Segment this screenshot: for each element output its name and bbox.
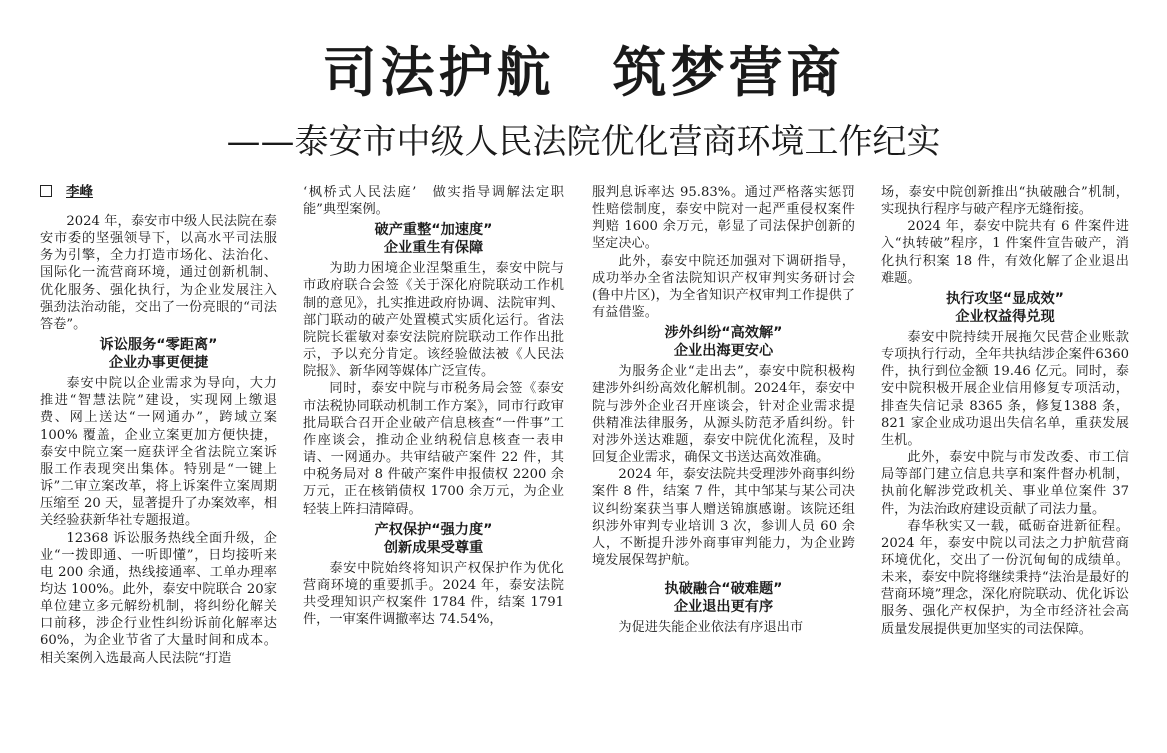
section-heading-line: 执行攻坚“显成效” bbox=[946, 290, 1064, 307]
headline: 司法护航 筑梦营商 bbox=[322, 40, 845, 104]
paragraph: 为促进失能企业依法有序退出市 bbox=[618, 620, 804, 636]
byline bbox=[40, 184, 277, 201]
paragraph: 泰安中院始终将知识产权保护作为优化营商环境的重要抓手。2024 年，泰安法院共受理知识产权案件 1784 件，结案 1791 件，一审案件调撤率达 74.54%， bbox=[303, 560, 564, 628]
paragraph: 服判息诉率达 95.83%。通过严格落实惩罚性赔偿制度，泰安中院对一起严重侵权案件判赔 1600 余万元，彰显了司法保护创新的坚定决心。 bbox=[592, 185, 855, 252]
section-heading bbox=[303, 221, 564, 257]
subheadline: ——泰安市中级人民法院优化营商环境工作纪实 bbox=[226, 122, 941, 162]
paragraph: 场，泰安中院创新推出“执破融合”机制，实现执行程序与破产程序无缝衔接。 bbox=[881, 185, 1129, 218]
section-heading-line: 破产重整“加速度” bbox=[374, 222, 493, 239]
article-column-3 bbox=[592, 184, 855, 746]
section-heading-line: 诉讼服务“零距离” bbox=[99, 337, 218, 354]
paragraph: 2024 年，泰安市中级人民法院在泰安市委的坚强领导下，以高水平司法服务为引擎，全力打造市场化、法治化、国际化一流营商环境，通过创新机制、优化服务、强化执行，为企业发展注入强劲法治动能，交出了一份亮眼的“司法答卷”。 bbox=[40, 214, 277, 332]
article-column-2 bbox=[303, 184, 564, 746]
paragraph: 此外，泰安中院还加强对下调研指导，成功举办全省法院知识产权审判实务研讨会(鲁中片区)，为全省知识产权审判工作提供了有益借鉴。 bbox=[592, 253, 855, 321]
author-name: 李峰 bbox=[66, 184, 93, 200]
section-heading-line: 产权保护“强力度” bbox=[374, 521, 493, 538]
section-heading bbox=[881, 290, 1129, 326]
paragraph: 2024 年，泰安法院共受理涉外商事纠纷案件 8 件，结案 7 件，其中邹某与某公司决议纠纷案获当事人赠送锦旗感谢。该院还组织涉外审判专业培训 3 次，参训人员 60 余人，不断提升涉外商事审判能力，为企业跨境发展保驾护航。 bbox=[592, 467, 855, 568]
paragraph: 为助力困境企业涅槃重生，泰安中院与市政府联合会签《关于深化府院联动工作机制的意见》，扎实推进政府协调、法院审判、部门联动的破产处置模式实质化运行。省法院院长霍敏对泰安法院府院联动工作作出批示，予以充分肯定。该经验做法被《人民法院报》、新华网等媒体广泛宣传。 bbox=[303, 261, 564, 380]
section-heading-line: 企业重生有保障 bbox=[383, 240, 484, 257]
paragraph: 泰安中院持续开展拖欠民营企业账款专项执行行动，全年共执结涉企案件6360 件，执行到位金额 19.46 亿元。同时，泰安中院积极开展企业信用修复专项活动，排查失信记录 8365 条，修复1388 条， 821 家企业成功退出失信名单，重获发展生机。 bbox=[881, 329, 1129, 448]
section-heading-line: 企业退出更有序 bbox=[673, 599, 774, 616]
section-heading bbox=[592, 324, 855, 360]
paragraph: 同时，泰安中院与市税务局会签《泰安市法税协同联动机制工作方案》，同市行政审批局联合召开企业破产信息核查“一件事”工作座谈会，推动企业纳税信息核查一表申请、一网通办。共审结破产案件 22 件，其中税务局对 8 件破产案件申报债权 2200 余万元，正在核销债权 1700 余万元，为企业轻装上阵扫清障碍。 bbox=[303, 381, 564, 517]
paragraph: 2024 年，泰安中院共有 6 件案件进入“执转破”程序，1 件案件宣告破产，消化执行积案 18 件，有效化解了企业退出难题。 bbox=[881, 219, 1129, 286]
paragraph: ‘枫桥式人民法庭’ 做实指导调解法定职能”典型案例。 bbox=[303, 185, 564, 218]
paragraph: 此外，泰安中院与市发改委、市工信局等部门建立信息共享和案件督办机制，执前化解涉党政机关、事业单位案件 37件，为法治政府建设贡献了司法力量。 bbox=[881, 450, 1129, 517]
byline-box-icon bbox=[40, 185, 52, 197]
section-heading-line: 创新成果受尊重 bbox=[383, 539, 484, 556]
paragraph: 12368 诉讼服务热线全面升级，企业“一拨即通、一听即懂”，日均接听来电 200 余通，热线接通率、工单办理率均达 100%。此外，泰安中院联合 20家单位建立多元解纷机制，将纠纷化解关口前移，涉企行业性纠纷诉前化解率达 60%，为企业节省了大量时间和成本。相关案例入选最高人民法院“打造 bbox=[40, 530, 277, 666]
section-heading bbox=[40, 336, 277, 372]
article-column-1 bbox=[40, 184, 277, 746]
article-column-4 bbox=[881, 184, 1129, 746]
section-heading-line: 涉外纠纷“高效解” bbox=[664, 325, 783, 342]
section-heading-line: 企业办事更便捷 bbox=[108, 355, 209, 372]
section-heading-line: 执破融合“破难题” bbox=[664, 581, 783, 598]
section-heading-line: 企业出海更安心 bbox=[673, 343, 774, 360]
section-heading bbox=[303, 521, 564, 557]
section-heading-line: 企业权益得兑现 bbox=[955, 308, 1055, 325]
section-heading bbox=[592, 580, 855, 616]
paragraph: 泰安中院以企业需求为导向，大力推进“智慧法院”建设，实现网上缴退费、网上送达“一网通办”，跨域立案100% 覆盖，企业立案更加方便快捷，泰安中院立案一庭获评全省法院立案诉服工作表现突出集体。特别是“一键上诉”二审立案改革，将上诉案件立案周期压缩至 20 天，显著提升了办案效率，相关经验获新华社专题报道。 bbox=[40, 376, 277, 529]
paragraph: 为服务企业“走出去”，泰安中院积极构建涉外纠纷高效化解机制。2024年，泰安中院与涉外企业召开座谈会，针对企业需求提供精准法律服务，从源头防范矛盾纠纷。针对涉外送达难题，泰安中院优化流程，及时回复企业需求，确保文书送达高效准确。 bbox=[592, 364, 855, 466]
paragraph: 春华秋实又一载，砥砺奋进新征程。2024 年，泰安中院以司法之力护航营商环境优化，交出了一份沉甸甸的成绩单。未来，泰安中院将继续秉持“法治是最好的营商环境”理念，深化府院联动、优化诉讼服务、强化产权保护，为全市经济社会高质量发展提供更加坚实的司法保障。 bbox=[881, 518, 1129, 637]
spacer bbox=[592, 569, 855, 577]
